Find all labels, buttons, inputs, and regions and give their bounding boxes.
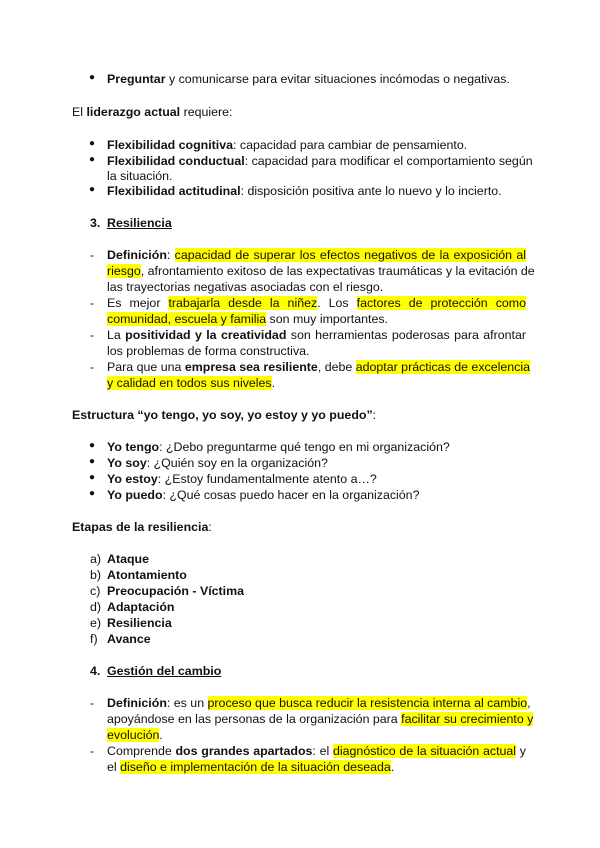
cambio-definition-line-3: evolución. [107,728,163,742]
comprende-item: Comprende dos grandes apartados: el diagnóstico de la situación actual y [107,744,526,758]
section-4-title: Gestión del cambio [107,664,222,678]
etapa-item: Preocupación - Víctima [107,584,245,598]
dash-marker: - [90,296,95,310]
bullet-marker: ● [89,488,96,499]
etapa-item: Adaptación [107,600,175,614]
bullet-marker: ● [89,154,96,165]
yo-tengo-item: Yo tengo: ¿Debo preguntarme qué tengo en mi organización? [107,440,450,454]
resiliencia-definition-line-2: riesgo, afrontamiento exitoso de las expectativas traumáticas y la evitación de [107,264,535,278]
cambio-definition: Definición: es un proceso que busca reducir la resistencia interna al cambio, [107,696,531,710]
ninez-item: Es mejor trabajarla desde la niñez. Los factores de protección como [107,296,526,310]
section-4-heading: 4. [90,664,101,678]
list-letter: d) [90,600,102,614]
etapas-heading: Etapas de la resiliencia: [72,520,212,534]
dash-marker: - [90,360,95,374]
section-3-heading: 3. [90,216,101,230]
bullet-marker: ● [89,472,96,483]
section-3-title: Resiliencia [107,216,172,230]
etapa-item: Resiliencia [107,616,172,630]
empresa-resiliente-item-line-2: y calidad en todos sus niveles. [107,376,276,390]
list-letter: e) [90,616,102,630]
bullet-marker: ● [89,440,96,451]
yo-estoy-item: Yo estoy: ¿Estoy fundamentalmente atento a…? [107,472,377,486]
yo-soy-item: Yo soy: ¿Quién soy en la organización? [107,456,328,470]
ninez-item-line-2: comunidad, escuela y familia son muy importantes. [107,312,389,326]
bullet-marker: ● [89,184,96,195]
list-letter: b) [90,568,102,582]
flexibilidad-conductual-item: Flexibilidad conductual: capacidad para modificar el comportamiento según [107,154,533,168]
cambio-definition-line-2: apoyándose en las personas de la organización para facilitar su crecimiento y [107,712,534,726]
etapa-item: Avance [107,632,151,646]
flexibilidad-actitudinal-item: Flexibilidad actitudinal: disposición positiva ante lo nuevo y lo incierto. [107,184,502,198]
flexibilidad-cognitiva-item: Flexibilidad cognitiva: capacidad para cambiar de pensamiento. [107,138,468,152]
yo-puedo-item: Yo puedo: ¿Qué cosas puedo hacer en la organización? [107,488,420,502]
dash-marker: - [90,744,95,758]
bullet-marker: ● [89,138,96,149]
dash-marker: - [90,248,95,262]
resiliencia-definition-line-3: las trayectorias negativas asociadas con el riesgo. [107,280,384,294]
liderazgo-paragraph: El liderazgo actual requiere: [72,105,233,119]
bullet-marker: ● [89,72,96,83]
list-letter: c) [90,584,101,598]
estructura-heading: Estructura “yo tengo, yo soy, yo estoy y yo puedo”: [72,408,377,422]
bullet-marker: ● [89,456,96,467]
list-letter: f) [90,632,98,646]
resiliencia-definition: Definición: capacidad de superar los efectos negativos de la exposición al [107,248,527,262]
comprende-item-line-2: el diseño e implementación de la situación deseada. [107,760,395,774]
dash-marker: - [90,328,95,342]
etapa-item: Ataque [107,552,149,566]
empresa-resiliente-item: Para que una empresa sea resiliente, debe adoptar prácticas de excelencia [107,360,530,374]
flexibilidad-conductual-continuation: la situación. [107,169,173,183]
intro-bullet-item: Preguntar y comunicarse para evitar situaciones incómodas o negativas. [107,72,510,86]
positividad-item: La positividad y la creatividad son herramientas poderosas para afrontar [107,328,526,342]
dash-marker: - [90,696,95,710]
etapa-item: Atontamiento [107,568,187,582]
list-letter: a) [90,552,102,566]
positividad-item-line-2: los problemas de forma constructiva. [107,344,310,358]
